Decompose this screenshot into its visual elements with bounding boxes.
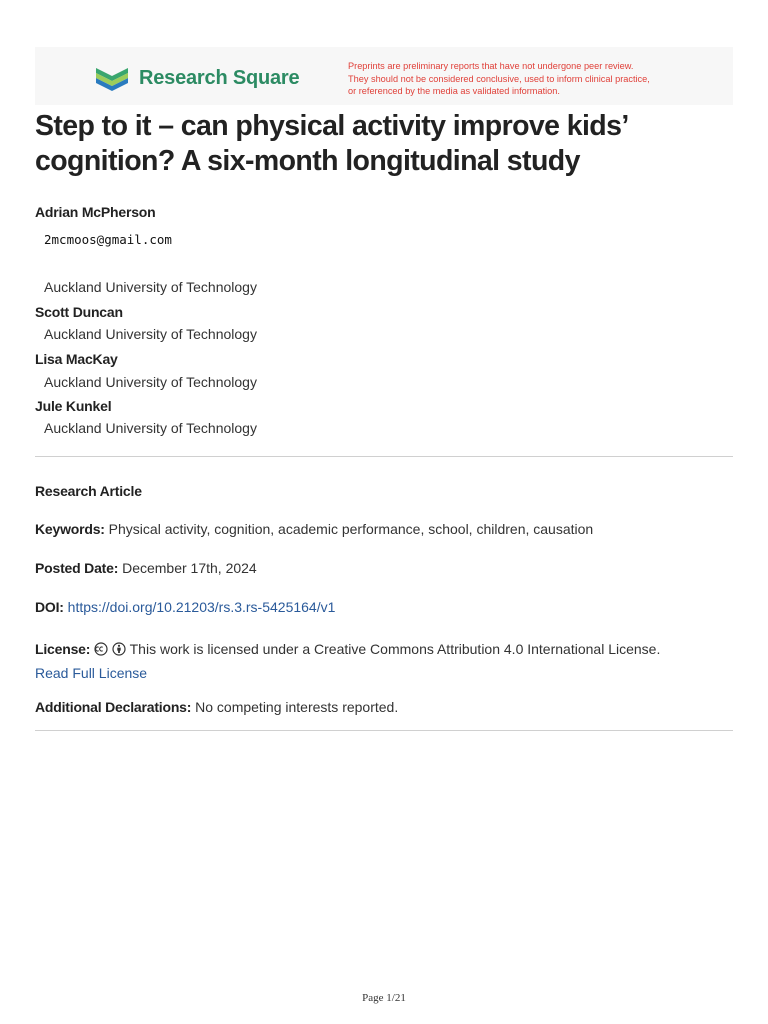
declarations-row bbox=[35, 699, 733, 715]
divider bbox=[35, 730, 733, 731]
author-affiliation: Auckland University of Technology bbox=[44, 326, 257, 342]
divider bbox=[35, 456, 733, 457]
keywords-label: Keywords: bbox=[35, 521, 105, 537]
keywords-row bbox=[35, 521, 733, 537]
research-square-logo-icon bbox=[94, 64, 132, 94]
doi-row bbox=[35, 599, 733, 615]
attribution-icon bbox=[112, 642, 126, 656]
declarations-value: No competing interests reported. bbox=[195, 699, 399, 715]
author-name[interactable]: Lisa MacKay bbox=[35, 351, 118, 367]
posted-date-label: Posted Date: bbox=[35, 560, 119, 576]
doi-link[interactable]: https://doi.org/10.21203/rs.3.rs-5425164/v1 bbox=[67, 599, 336, 615]
author-name[interactable]: Jule Kunkel bbox=[35, 398, 112, 414]
doi-label: DOI: bbox=[35, 599, 64, 615]
disclaimer-line: They should not be considered conclusive, used to inform clinical practice, bbox=[348, 73, 650, 84]
author-name[interactable]: Adrian McPherson bbox=[35, 204, 156, 220]
license-label: License: bbox=[35, 641, 91, 657]
license-text: This work is licensed under a Creative Commons Attribution 4.0 International License. bbox=[129, 641, 661, 657]
posted-date-value: December 17th, 2024 bbox=[122, 560, 257, 576]
disclaimer-line: or referenced by the media as validated information. bbox=[348, 86, 560, 97]
license-row bbox=[35, 637, 733, 685]
author-affiliation: Auckland University of Technology bbox=[44, 420, 257, 436]
author-affiliation: Auckland University of Technology bbox=[44, 279, 257, 295]
article-title: Step to it – can physical activity improve kids’ cognition? A six-month longitudinal study bbox=[35, 110, 628, 177]
logo-text: Research Square bbox=[139, 67, 300, 89]
author-email[interactable]: 2mcmoos@gmail.com bbox=[44, 232, 172, 247]
article-type bbox=[35, 483, 733, 499]
article-type-label: Research Article bbox=[35, 483, 142, 499]
author-name[interactable]: Scott Duncan bbox=[35, 304, 123, 320]
declarations-label: Additional Declarations: bbox=[35, 699, 192, 715]
read-full-license-link[interactable]: Read Full License bbox=[35, 665, 148, 681]
disclaimer-line: Preprints are preliminary reports that have not undergone peer review. bbox=[348, 61, 634, 71]
creative-commons-icon bbox=[94, 642, 108, 656]
posted-date-row bbox=[35, 560, 733, 576]
author-affiliation: Auckland University of Technology bbox=[44, 374, 257, 390]
keywords-value: Physical activity, cognition, academic performance, school, children, causation bbox=[108, 521, 594, 537]
preprint-disclaimer bbox=[348, 60, 718, 98]
page-number: Page 1/21 bbox=[362, 992, 406, 1004]
